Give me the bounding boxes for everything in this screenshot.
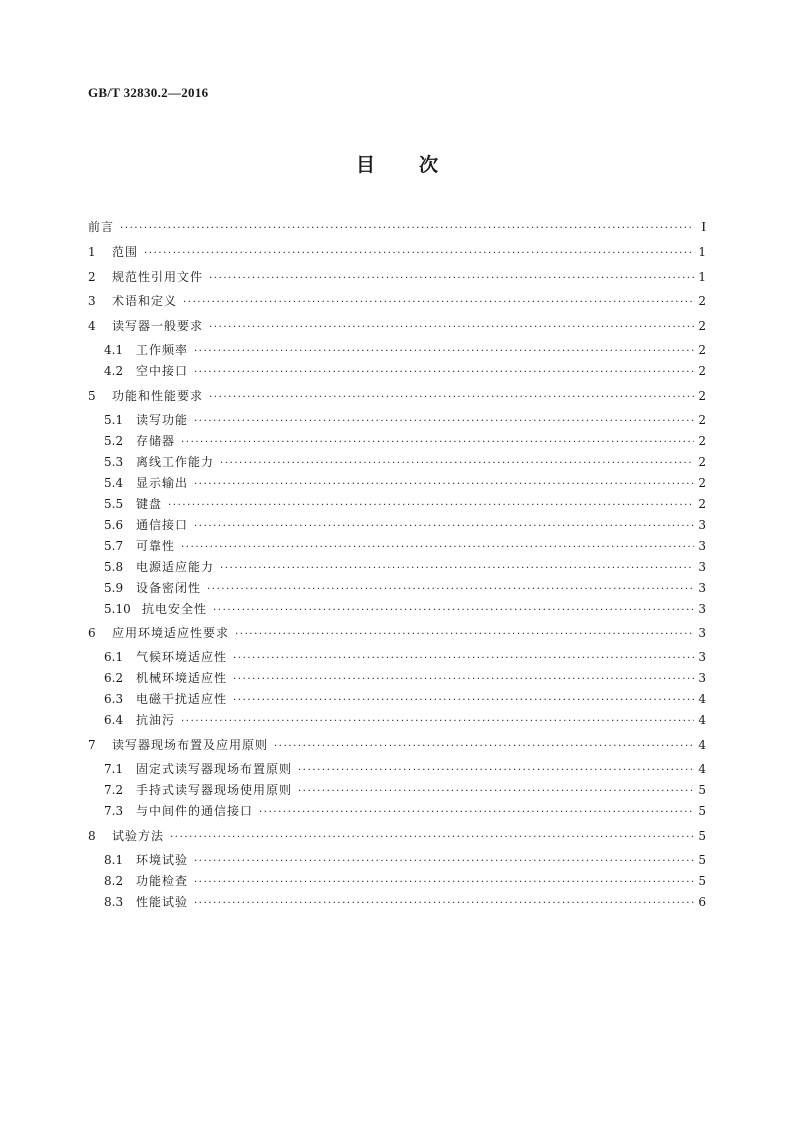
toc-entry-page: 3 [698,518,706,532]
toc-entry-number: 7.1 [104,762,124,776]
toc-entry[interactable] [88,218,706,236]
dot-leader [194,853,694,871]
toc-entry-label: 功能检查 [136,874,189,888]
dot-leader [259,804,694,822]
toc-entry-number: 6 [88,626,96,640]
toc-entry-page: 2 [698,294,706,308]
toc-entry-label: 环境试验 [136,853,189,867]
toc-entry-label: 电源适应能力 [136,560,215,574]
toc-entry-label: 范围 [112,245,139,259]
page-title [0,150,794,177]
dot-leader [170,829,694,847]
toc-entry-page: 3 [698,671,706,685]
toc-entry[interactable] [104,579,706,597]
toc-entry-number: 8.3 [104,895,124,909]
toc-entry[interactable] [88,827,706,845]
toc-entry[interactable] [104,474,706,492]
toc-entry-page: 5 [698,783,706,797]
toc-entry-number: 5.2 [104,434,124,448]
toc-entry[interactable] [104,781,706,799]
toc-entry-number: 5.7 [104,539,124,553]
dot-leader [183,294,694,312]
toc-entry[interactable] [104,432,706,450]
toc-entry[interactable] [104,495,706,513]
toc-entry-label: 设备密闭性 [136,581,202,595]
toc-entry-page: 2 [698,476,706,490]
toc-entry[interactable] [104,341,706,359]
toc-entry-number: 5.10 [104,602,131,616]
dot-leader [233,650,694,668]
toc-entry-label: 试验方法 [112,829,165,843]
toc-entry-page: 2 [698,434,706,448]
dot-leader [194,518,694,536]
toc-entry-number: 8.1 [104,853,124,867]
toc-entry-label: 功能和性能要求 [112,389,204,403]
dot-leader [120,220,694,238]
toc-entry[interactable] [104,851,706,869]
title-char-1: 目 [355,154,375,176]
toc-entry-number: 6.3 [104,692,124,706]
dot-leader [220,560,694,578]
toc-entry-page: 3 [698,626,706,640]
toc-entry[interactable] [88,387,706,405]
toc-entry-label: 固定式读写器现场布置原则 [136,762,293,776]
toc-entry-label: 读写功能 [136,413,189,427]
toc-entry[interactable] [104,690,706,708]
toc-entry-number: 5.3 [104,455,124,469]
dot-leader [298,762,694,780]
toc-entry[interactable] [104,558,706,576]
toc-entry[interactable] [104,411,706,429]
toc-entry-number: 1 [88,245,96,259]
toc-entry[interactable] [104,362,706,380]
title-char-2: 次 [419,154,439,176]
toc-entry-number: 8 [88,829,96,843]
toc-entry-label: 存储器 [136,434,176,448]
toc-entry-number: 5.9 [104,581,124,595]
dot-leader [213,602,694,620]
dot-leader [194,476,694,494]
toc-entry[interactable] [88,317,706,335]
toc-entry-label: 可靠性 [136,539,176,553]
toc-entry-label: 规范性引用文件 [112,270,204,284]
dot-leader [194,413,694,431]
toc-entry[interactable] [104,600,706,618]
toc-entry-number: 6.1 [104,650,124,664]
toc-entry-page: 5 [698,829,706,843]
toc-entry-label: 电磁干扰适应性 [136,692,228,706]
toc-entry-page: 4 [698,713,706,727]
toc-entry-page: 2 [698,389,706,403]
toc-entry[interactable] [88,624,706,642]
toc-entry-label: 空中接口 [136,364,189,378]
toc-entry-label: 离线工作能力 [136,455,215,469]
dot-leader [181,713,694,731]
toc-entry-number: 5 [88,389,96,403]
toc-entry-label: 与中间件的通信接口 [136,804,254,818]
toc-entry-page: 2 [698,364,706,378]
toc-entry-page: 1 [698,245,706,259]
dot-leader [220,455,694,473]
toc-entry-page: 4 [698,738,706,752]
toc-entry-number: 2 [88,270,96,284]
toc-entry-page: 4 [698,762,706,776]
toc-entry[interactable] [104,648,706,666]
toc-entry-label: 键盘 [136,497,163,511]
dot-leader [181,539,694,557]
toc-entry-page: 3 [698,602,706,616]
toc-entry[interactable] [88,736,706,754]
toc-entry-page: 3 [698,650,706,664]
dot-leader [194,364,694,382]
toc-entry[interactable] [88,243,706,261]
dot-leader [233,692,694,710]
toc-entry-number: 6.2 [104,671,124,685]
toc-entry-number: 3 [88,294,96,308]
toc-entry[interactable] [88,292,706,310]
toc-entry-number: 7.3 [104,804,124,818]
toc-entry-number: 6.4 [104,713,124,727]
dot-leader [209,270,694,288]
dot-leader [274,738,694,756]
toc-entry-number: 5.5 [104,497,124,511]
dot-leader [233,671,694,689]
toc-entry-label: 读写器一般要求 [112,319,204,333]
toc-entry-page: 6 [698,895,706,909]
dot-leader [194,895,694,913]
toc-entry-label: 应用环境适应性要求 [112,626,230,640]
dot-leader [194,874,694,892]
toc-entry[interactable] [104,893,706,911]
toc-entry[interactable] [104,669,706,687]
toc-entry-number: 8.2 [104,874,124,888]
toc-entry-label: 抗电安全性 [142,602,208,616]
toc-entry-page: 3 [698,539,706,553]
toc-entry-page: 5 [698,874,706,888]
toc-entry[interactable] [104,872,706,890]
toc-entry-page: 3 [698,560,706,574]
toc-entry-number: 5.6 [104,518,124,532]
toc-entry[interactable] [104,453,706,471]
toc-entry-number: 4.1 [104,343,124,357]
dot-leader [144,245,694,263]
toc-entry-number: 7 [88,738,96,752]
toc-entry-number: 4 [88,319,96,333]
dot-leader [168,497,694,515]
toc-entry-number: 5.8 [104,560,124,574]
toc-entry-number: 4.2 [104,364,124,378]
dot-leader [207,581,694,599]
dot-leader [298,783,694,801]
toc-entry-label: 前言 [88,220,115,234]
toc-entry-number: 5.1 [104,413,124,427]
dot-leader [181,434,694,452]
toc-entry-page: 2 [698,319,706,333]
toc-entry-page: 3 [698,581,706,595]
toc-entry[interactable] [104,516,706,534]
toc-entry-label: 抗油污 [136,713,176,727]
toc-entry-page: 2 [698,455,706,469]
toc-entry-page: 1 [698,270,706,284]
toc-entry-page: 4 [698,692,706,706]
standard-code: GB/T 32830.2—2016 [88,85,209,100]
toc-entry-page: 2 [698,497,706,511]
toc-entry[interactable] [104,802,706,820]
toc-entry-page: I [701,220,706,235]
toc-entry-label: 手持式读写器现场使用原则 [136,783,293,797]
toc-entry-page: 5 [698,853,706,867]
toc-entry[interactable] [104,760,706,778]
dot-leader [235,626,694,644]
toc-entry-page: 2 [698,343,706,357]
dot-leader [209,389,694,407]
toc-entry[interactable] [104,711,706,729]
toc-entry-label: 机械环境适应性 [136,671,228,685]
toc-entry[interactable] [88,268,706,286]
toc-entry-label: 工作频率 [136,343,189,357]
toc-entry-label: 读写器现场布置及应用原则 [112,738,269,752]
toc-entry-label: 通信接口 [136,518,189,532]
toc-entry-page: 2 [698,413,706,427]
dot-leader [209,319,694,337]
toc-entry-label: 性能试验 [136,895,189,909]
toc-entry-page: 5 [698,804,706,818]
dot-leader [194,343,694,361]
toc-entry-label: 显示输出 [136,476,189,490]
toc-entry[interactable] [104,537,706,555]
toc-entry-label: 术语和定义 [112,294,178,308]
toc-entry-label: 气候环境适应性 [136,650,228,664]
toc-entry-number: 7.2 [104,783,124,797]
toc-entry-number: 5.4 [104,476,124,490]
